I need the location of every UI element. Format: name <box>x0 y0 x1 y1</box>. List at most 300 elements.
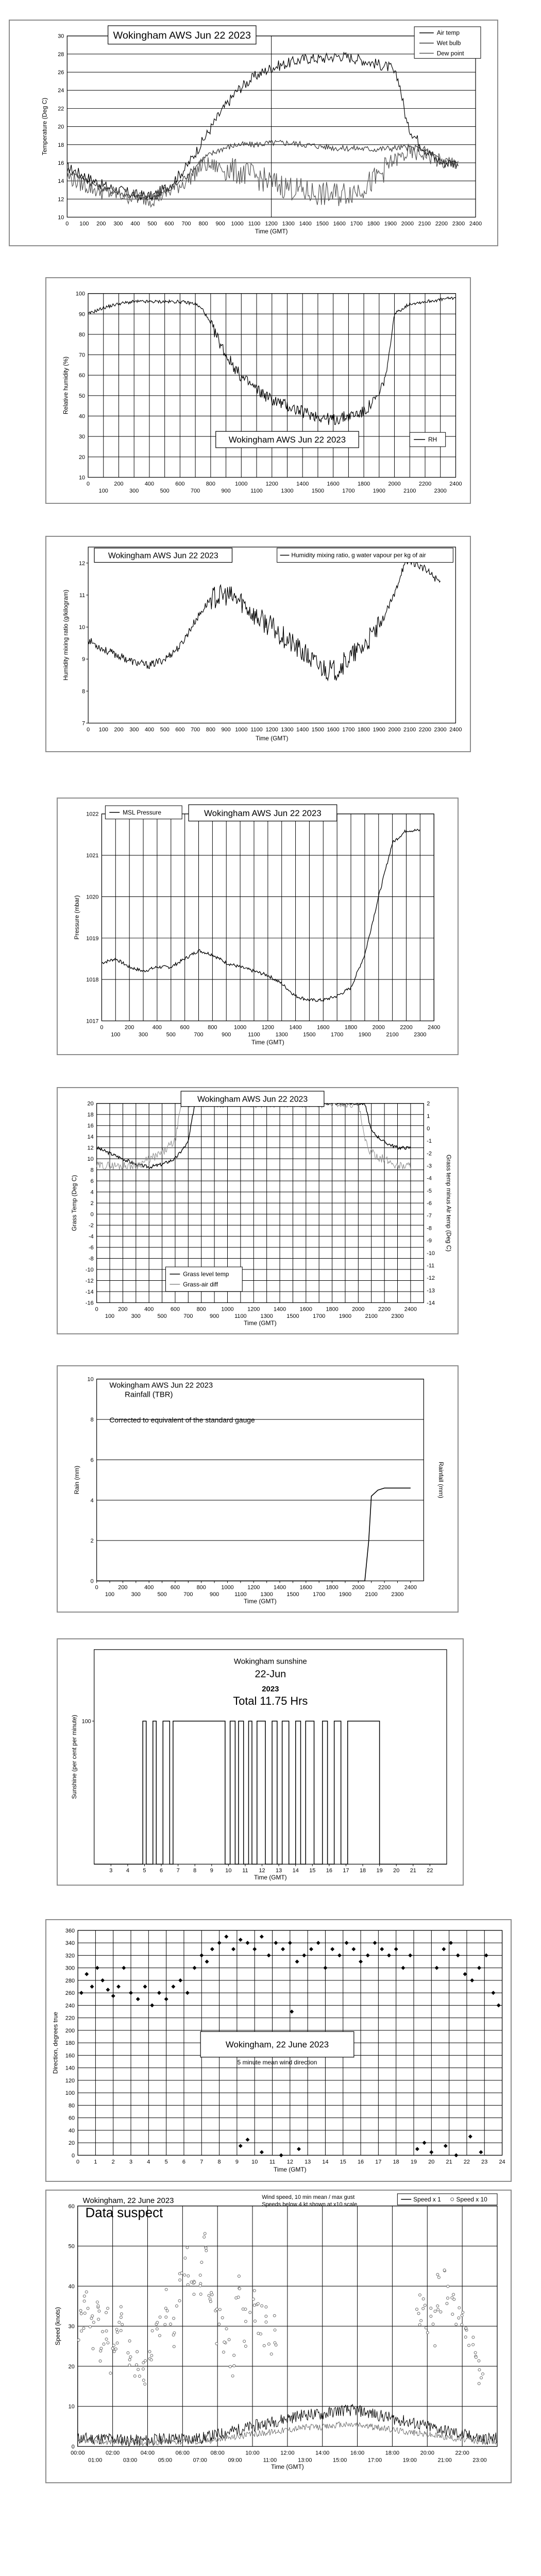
y-tick-label: 220 <box>65 2015 75 2022</box>
data-point <box>257 2332 260 2335</box>
y-tick-label: 30 <box>68 2324 75 2330</box>
x-tick-label: 2100 <box>403 488 416 495</box>
x-tick-label: 23 <box>481 2159 488 2165</box>
plot-area <box>94 1650 447 1865</box>
y2-tick-label: -12 <box>427 1275 435 1282</box>
data-point <box>186 2246 189 2249</box>
x-tick-label: 12:00 <box>280 2450 295 2456</box>
y-tick-label: 80 <box>68 2103 75 2109</box>
x-tick-label: 10:00 <box>245 2450 260 2456</box>
mixing-ratio-chart <box>46 537 470 751</box>
y-tick-label: 2 <box>90 1200 94 1207</box>
x-tick-label: 1900 <box>373 488 385 495</box>
data-point <box>478 2360 480 2362</box>
x-tick-label: 100 <box>98 488 108 495</box>
x-tick-label: 15 <box>309 1868 316 1874</box>
data-point <box>190 2281 193 2283</box>
data-point <box>422 2298 425 2300</box>
x-tick-label: 1300 <box>275 1031 288 1038</box>
y2-tick-label: -6 <box>427 1200 432 1207</box>
data-point <box>480 2377 483 2379</box>
data-point <box>137 2368 140 2371</box>
x-tick-label: 2400 <box>404 1306 417 1313</box>
data-point <box>183 2274 186 2276</box>
x-tick-label: 500 <box>166 1031 176 1038</box>
y-tick-label: -14 <box>85 1289 94 1295</box>
data-point <box>116 2331 119 2333</box>
x-axis-label: Time (GMT) <box>244 1319 277 1327</box>
x-tick-label: 2200 <box>378 1584 391 1591</box>
x-tick-label: 200 <box>125 1024 134 1031</box>
x-tick-label: 06:00 <box>175 2450 190 2456</box>
x-tick-label: 800 <box>206 481 215 487</box>
y-tick-label: 14 <box>87 1134 94 1141</box>
x-tick-label: 7 <box>200 2159 204 2165</box>
x-tick-label: 900 <box>221 726 231 733</box>
chart-subtitle: Rainfall (TBR) <box>125 1391 173 1399</box>
y-tick-label: 7 <box>82 720 86 727</box>
x-tick-label: 2200 <box>435 221 448 227</box>
data-point <box>120 2316 122 2318</box>
data-point <box>478 2368 481 2371</box>
x-tick-label: 200 <box>114 726 124 733</box>
data-point <box>142 2379 145 2381</box>
x-axis-label: Time (GMT) <box>244 1598 277 1605</box>
data-point <box>209 2300 212 2303</box>
x-tick-label: 500 <box>157 1313 167 1320</box>
data-point <box>151 2329 154 2332</box>
x-tick-label: 02:00 <box>105 2450 120 2456</box>
y-tick-label: 1022 <box>86 811 99 818</box>
data-point <box>164 2307 167 2310</box>
y-tick-label: 40 <box>68 2127 75 2134</box>
data-point <box>418 2294 421 2296</box>
x-tick-label: 1600 <box>299 1584 312 1591</box>
x-tick-label: 300 <box>131 1591 141 1598</box>
data-point <box>90 2317 93 2319</box>
y-tick-label: 60 <box>68 2115 75 2122</box>
x-tick-label: 21 <box>410 1868 416 1874</box>
data-point <box>187 2275 190 2277</box>
y-tick-label: 8 <box>90 1167 94 1174</box>
x-tick-label: 05:00 <box>158 2457 173 2464</box>
x-tick-label: 08:00 <box>210 2450 225 2456</box>
x-tick-label: 1200 <box>265 726 278 733</box>
data-point <box>129 2355 132 2358</box>
y-tick-label: 100 <box>81 1718 91 1725</box>
x-tick-label: 800 <box>198 221 208 227</box>
y-tick-label: 140 <box>65 2065 75 2072</box>
data-point <box>150 2354 153 2357</box>
x-tick-label: 600 <box>170 1306 180 1313</box>
y-tick-label: 2 <box>90 1538 94 1545</box>
y-tick-label: 6 <box>90 1178 94 1185</box>
x-tick-label: 11 <box>242 1868 248 1874</box>
data-point <box>451 2313 454 2315</box>
x-tick-label: 1300 <box>260 1313 273 1320</box>
y-tick-label: -6 <box>88 1245 94 1251</box>
x-tick-label: 15 <box>340 2159 346 2165</box>
data-point <box>193 2281 196 2283</box>
data-point <box>265 2306 267 2308</box>
x-tick-label: 24 <box>499 2159 505 2165</box>
y-tick-label: 28 <box>58 51 64 58</box>
chart-title: Wokingham AWS Jun 22 2023 <box>113 29 251 41</box>
y-tick-label: 1017 <box>86 1018 99 1025</box>
data-point <box>452 2293 455 2296</box>
data-point <box>417 2312 420 2315</box>
data-point <box>482 2372 484 2375</box>
data-point <box>458 2317 460 2319</box>
y2-tick-label: 2 <box>427 1100 430 1107</box>
x-tick-label: 2000 <box>388 481 401 487</box>
x-tick-label: 1700 <box>331 1031 344 1038</box>
x-tick-label: 16 <box>358 2159 364 2165</box>
data-point <box>465 2327 467 2329</box>
legend-entry: RH <box>428 436 437 444</box>
data-point <box>112 2344 115 2347</box>
legend-swatch <box>451 2198 454 2201</box>
data-point <box>107 2307 109 2310</box>
data-point <box>434 2310 436 2313</box>
y2-tick-label: -5 <box>427 1188 432 1194</box>
x-tick-label: 700 <box>183 1313 193 1320</box>
legend-entry: Humidity mixing ratio, g water vapour per kg of air <box>291 551 426 559</box>
x-tick-label: 17 <box>343 1868 349 1874</box>
x-tick-label: 2300 <box>452 221 465 227</box>
y-tick-label: 10 <box>87 1156 94 1163</box>
x-tick-label: 4 <box>126 1868 129 1874</box>
data-point <box>215 2308 218 2311</box>
data-point <box>99 2350 102 2352</box>
y-tick-label: 12 <box>87 1145 94 1151</box>
x-tick-label: 1100 <box>234 1591 247 1598</box>
data-point <box>97 2304 99 2307</box>
data-point <box>156 2321 159 2324</box>
x-tick-label: 1700 <box>342 726 355 733</box>
x-axis-label: Time (GMT) <box>255 735 289 742</box>
data-point <box>208 2294 210 2297</box>
y-tick-label: 20 <box>78 454 86 461</box>
y2-tick-label: -9 <box>427 1238 432 1244</box>
legend-entry: Wet bulb <box>436 39 461 47</box>
x-tick-label: 1800 <box>326 1306 339 1313</box>
y-tick-label: 50 <box>78 393 86 399</box>
x-tick-label: 10 <box>251 2159 258 2165</box>
x-tick-label: 0 <box>95 1306 98 1313</box>
x-tick-label: 1200 <box>247 1584 260 1591</box>
chart-title: Wokingham, 22 June 2023 <box>225 2040 329 2050</box>
pressure-chart <box>58 799 458 1054</box>
data-point <box>249 2311 251 2314</box>
data-point <box>210 2291 213 2294</box>
data-point <box>113 2350 115 2353</box>
x-tick-label: 800 <box>206 726 215 733</box>
data-point <box>92 2321 95 2324</box>
data-point <box>121 2323 124 2326</box>
data-point <box>261 2304 263 2307</box>
x-tick-label: 03:00 <box>123 2457 138 2464</box>
y-axis-label: Sunshine (per cent per minute) <box>70 1715 78 1799</box>
data-point <box>173 2317 175 2319</box>
x-tick-label: 19:00 <box>402 2457 417 2464</box>
y-tick-label: 240 <box>65 2003 75 2009</box>
x-tick-label: 0 <box>86 481 90 487</box>
x-tick-label: 1800 <box>367 221 380 227</box>
x-tick-label: 1900 <box>384 221 397 227</box>
data-point <box>79 2309 82 2312</box>
y-tick-label: 10 <box>87 1376 94 1383</box>
data-point <box>77 2339 80 2342</box>
data-point <box>83 2300 86 2302</box>
x-tick-label: 1300 <box>260 1591 273 1598</box>
data-point <box>474 2351 477 2354</box>
data-point <box>200 2261 203 2264</box>
y2-axis-label: Grass temp minus Air temp (Deg C) <box>445 1154 452 1252</box>
chart-panel-temp <box>9 20 498 246</box>
y-tick-label: 260 <box>65 1990 75 1997</box>
x-tick-label: 8 <box>217 2159 221 2165</box>
data-point <box>133 2375 136 2377</box>
data-point <box>416 2308 418 2311</box>
x-tick-label: 19 <box>410 2159 417 2165</box>
data-point <box>443 2269 446 2272</box>
x-tick-label: 09:00 <box>228 2457 242 2464</box>
data-point <box>99 2360 102 2362</box>
x-tick-label: 10 <box>225 1868 232 1874</box>
x-tick-label: 2000 <box>352 1584 365 1591</box>
x-tick-label: 16 <box>326 1868 332 1874</box>
x-tick-label: 7 <box>176 1868 180 1874</box>
x-axis-label: Time (GMT) <box>274 2166 307 2174</box>
x-tick-label: 700 <box>181 221 191 227</box>
legend-entry: Speed x 10 <box>456 2195 487 2203</box>
data-point <box>218 2308 221 2311</box>
y-tick-label: 24 <box>58 88 64 94</box>
x-tick-label: 2400 <box>449 481 462 487</box>
x-tick-label: 1100 <box>250 488 263 495</box>
x-tick-label: 2100 <box>386 1031 399 1038</box>
data-point <box>274 2329 276 2331</box>
x-tick-label: 2100 <box>365 1591 378 1598</box>
x-tick-label: 1100 <box>248 221 261 227</box>
data-point <box>254 2320 257 2323</box>
x-tick-label: 2400 <box>428 1024 441 1031</box>
x-tick-label: 1100 <box>248 1031 260 1038</box>
x-tick-label: 900 <box>221 488 231 495</box>
data-point <box>468 2344 470 2347</box>
data-point <box>472 2336 475 2338</box>
x-tick-label: 2400 <box>469 221 482 227</box>
x-tick-label: 2100 <box>418 221 431 227</box>
data-point <box>158 2334 161 2337</box>
y-tick-label: 100 <box>75 291 86 297</box>
data-point <box>173 2345 175 2348</box>
data-point <box>111 2347 114 2350</box>
data-point <box>120 2313 123 2315</box>
x-tick-label: 1500 <box>286 1591 299 1598</box>
chart-title: Wokingham AWS Jun 22 2023 <box>197 1095 308 1104</box>
data-point <box>439 2311 442 2313</box>
y-tick-label: 22 <box>58 106 64 112</box>
data-point <box>82 2327 85 2330</box>
x-tick-label: 2100 <box>365 1313 378 1320</box>
x-tick-label: 12 <box>286 2159 293 2165</box>
x-tick-label: 1400 <box>289 1024 302 1031</box>
data-point <box>218 2323 221 2326</box>
data-point <box>233 2364 235 2367</box>
data-point <box>83 2295 86 2297</box>
data-point <box>184 2257 187 2259</box>
data-point <box>97 2318 100 2320</box>
data-point <box>223 2341 226 2343</box>
x-tick-label: 9 <box>235 2159 239 2165</box>
data-point <box>128 2364 131 2366</box>
data-point <box>252 2298 255 2300</box>
y-tick-label: 40 <box>78 413 86 420</box>
data-point <box>243 2340 246 2343</box>
data-point <box>436 2304 439 2307</box>
x-tick-label: 300 <box>129 726 139 733</box>
y-tick-label: 20 <box>68 2363 75 2370</box>
x-tick-label: 100 <box>98 726 108 733</box>
data-point <box>166 2310 168 2312</box>
data-point <box>98 2310 100 2312</box>
data-point <box>89 2326 91 2328</box>
x-tick-label: 2200 <box>418 481 432 487</box>
x-tick-label: 2200 <box>418 726 431 733</box>
x-tick-label: 1400 <box>296 481 309 487</box>
x-tick-label: 1400 <box>273 1584 286 1591</box>
data-point <box>267 2343 270 2345</box>
data-point <box>144 2360 147 2362</box>
y-tick-label: 60 <box>78 372 86 379</box>
data-point <box>187 2283 189 2286</box>
wind-direction-chart <box>46 1920 511 2181</box>
data-point <box>136 2364 138 2366</box>
x-tick-label: 200 <box>114 481 124 487</box>
data-point <box>233 2354 235 2357</box>
y-tick-label: 12 <box>58 196 64 203</box>
y2-axis-label: Rainfall (mm) <box>437 1462 445 1498</box>
plot-area <box>88 547 455 723</box>
data-point <box>244 2320 247 2323</box>
x-tick-label: 1700 <box>313 1313 326 1320</box>
x-tick-label: 11 <box>269 2159 276 2165</box>
x-tick-label: 0 <box>76 2159 80 2165</box>
x-tick-label: 500 <box>160 488 170 495</box>
x-tick-label: 0 <box>95 1584 98 1591</box>
data-point <box>257 2302 259 2305</box>
x-axis-label: Time (GMT) <box>255 228 288 235</box>
data-point <box>144 2383 146 2385</box>
data-point <box>105 2338 108 2341</box>
y2-tick-label: -10 <box>427 1250 435 1257</box>
x-tick-label: 400 <box>152 1024 162 1031</box>
y-tick-label: 1021 <box>86 853 99 859</box>
y2-tick-label: -14 <box>427 1300 435 1307</box>
x-axis-label: Time (GMT) <box>271 2463 304 2471</box>
data-point <box>175 2304 178 2307</box>
data-point <box>221 2316 224 2319</box>
y-axis-label: Grass Temp (Deg C) <box>70 1175 78 1231</box>
data-point <box>273 2314 276 2317</box>
chart-total: Total 11.75 Hrs <box>233 1694 308 1707</box>
x-tick-label: 800 <box>196 1584 206 1591</box>
x-tick-label: 400 <box>144 1306 154 1313</box>
y-tick-label: 0 <box>71 2444 75 2450</box>
x-tick-label: 1200 <box>261 1024 274 1031</box>
y-tick-label: 60 <box>68 2203 75 2210</box>
x-tick-label: 1500 <box>316 221 329 227</box>
data-point <box>105 2330 108 2332</box>
x-tick-label: 1200 <box>247 1306 260 1313</box>
x-tick-label: 1500 <box>311 726 324 733</box>
data-point <box>237 2296 240 2298</box>
data-point <box>204 2232 206 2235</box>
data-point <box>179 2279 181 2281</box>
x-tick-label: 200 <box>118 1306 128 1313</box>
chart-note: Corrected to equivalent of the standard gauge <box>109 1416 255 1425</box>
data-point <box>165 2288 167 2291</box>
x-tick-label: 13 <box>276 1868 282 1874</box>
x-tick-label: 400 <box>144 726 155 733</box>
y2-tick-label: -11 <box>427 1262 435 1269</box>
data-point <box>172 2334 175 2336</box>
y-tick-label: 0 <box>72 2153 75 2159</box>
y-tick-label: 10 <box>78 474 86 481</box>
y-tick-label: 18 <box>87 1112 94 1118</box>
x-tick-label: 100 <box>79 221 89 227</box>
x-tick-label: 2300 <box>414 1031 427 1038</box>
data-point <box>229 2365 231 2368</box>
x-tick-label: 600 <box>175 481 185 487</box>
data-point <box>461 2324 463 2326</box>
y-tick-label: 14 <box>58 178 64 185</box>
x-tick-label: 0 <box>100 1024 104 1031</box>
y-axis-label: Temperature (Deg C) <box>41 97 48 156</box>
data-point <box>92 2347 94 2350</box>
x-tick-label: 1300 <box>282 221 295 227</box>
data-point <box>199 2274 201 2277</box>
data-point <box>472 2343 475 2346</box>
x-tick-label: 1900 <box>339 1313 352 1320</box>
x-tick-label: 2100 <box>403 726 416 733</box>
data-point <box>462 2311 464 2314</box>
x-tick-label: 500 <box>147 221 157 227</box>
chart-year: 2023 <box>262 1685 279 1694</box>
y-axis-label: Rain (mm) <box>73 1465 80 1495</box>
x-tick-label: 700 <box>183 1591 193 1598</box>
x-tick-label: 700 <box>194 1031 204 1038</box>
y-tick-label: 90 <box>78 311 86 318</box>
chart-title: Wokingham, 22 June 2023 <box>82 2196 174 2205</box>
rainfall-chart <box>58 1366 458 1612</box>
x-tick-label: 700 <box>191 488 200 495</box>
data-point <box>205 2249 208 2252</box>
x-tick-label: 800 <box>208 1024 217 1031</box>
x-tick-label: 8 <box>193 1868 197 1874</box>
data-point <box>263 2344 265 2347</box>
x-tick-label: 200 <box>96 221 106 227</box>
data-point <box>270 2353 273 2355</box>
x-tick-label: 1300 <box>281 488 294 495</box>
x-tick-label: 1600 <box>299 1306 312 1313</box>
y2-tick-label: -13 <box>427 1287 435 1294</box>
data-point <box>142 2368 144 2370</box>
x-tick-label: 500 <box>160 726 170 733</box>
chart-subtitle: 5 minute mean wind direction <box>237 2058 317 2066</box>
